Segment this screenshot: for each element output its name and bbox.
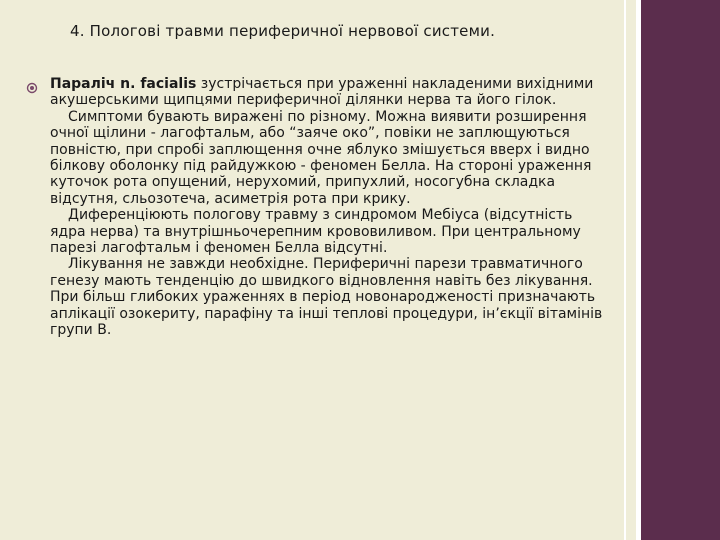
decorative-sidebar <box>641 0 720 540</box>
paragraph-differential: Диференціюють пологову травму з синдромом Мебіуса (відсутність ядра нерва) та внутрішньочерепним крововиливом. При центральному парезі лагофтальм і феномен Белла відсутні. <box>50 207 581 257</box>
lead-term: Параліч n. facialis <box>50 76 197 92</box>
intro-text: зустрічається при ураженні накладеними вихідними акушерськими щипцями периферичної ділянки нерва та його гілок. <box>50 76 594 109</box>
ring-bullet-icon <box>26 82 38 94</box>
paragraph-treatment: Лікування не завжди необхідне. Периферичні парези травматичного генезу мають тенденцію до швидкого відновлення навіть без лікування. При більш глибоких ураженнях в період новонародженості призначають аплікації озокериту, парафіну та інші теплові процедури, ін’єкції вітамінів групи В. <box>50 256 603 339</box>
slide-body <box>50 76 610 339</box>
divider-line <box>624 0 626 540</box>
paragraph-intro <box>50 76 610 109</box>
slide-title: 4. Пологові травми периферичної нервової системи. <box>70 22 496 40</box>
paragraph-symptoms: Симптоми бувають виражені по різному. Можна виявити розширення очної щілини - лагофтальм, або “заяче око”, повіки не заплющуються повністю, при спробі заплющення очне яблуко змішується вверх і видно білкову оболонку під райдужкою - феномен Белла. На стороні ураження куточок рота опущений, нерухомий, припухлий, носогубна складка відсутня, сльозотеча, асиметрія рота при крику. <box>50 108 592 207</box>
